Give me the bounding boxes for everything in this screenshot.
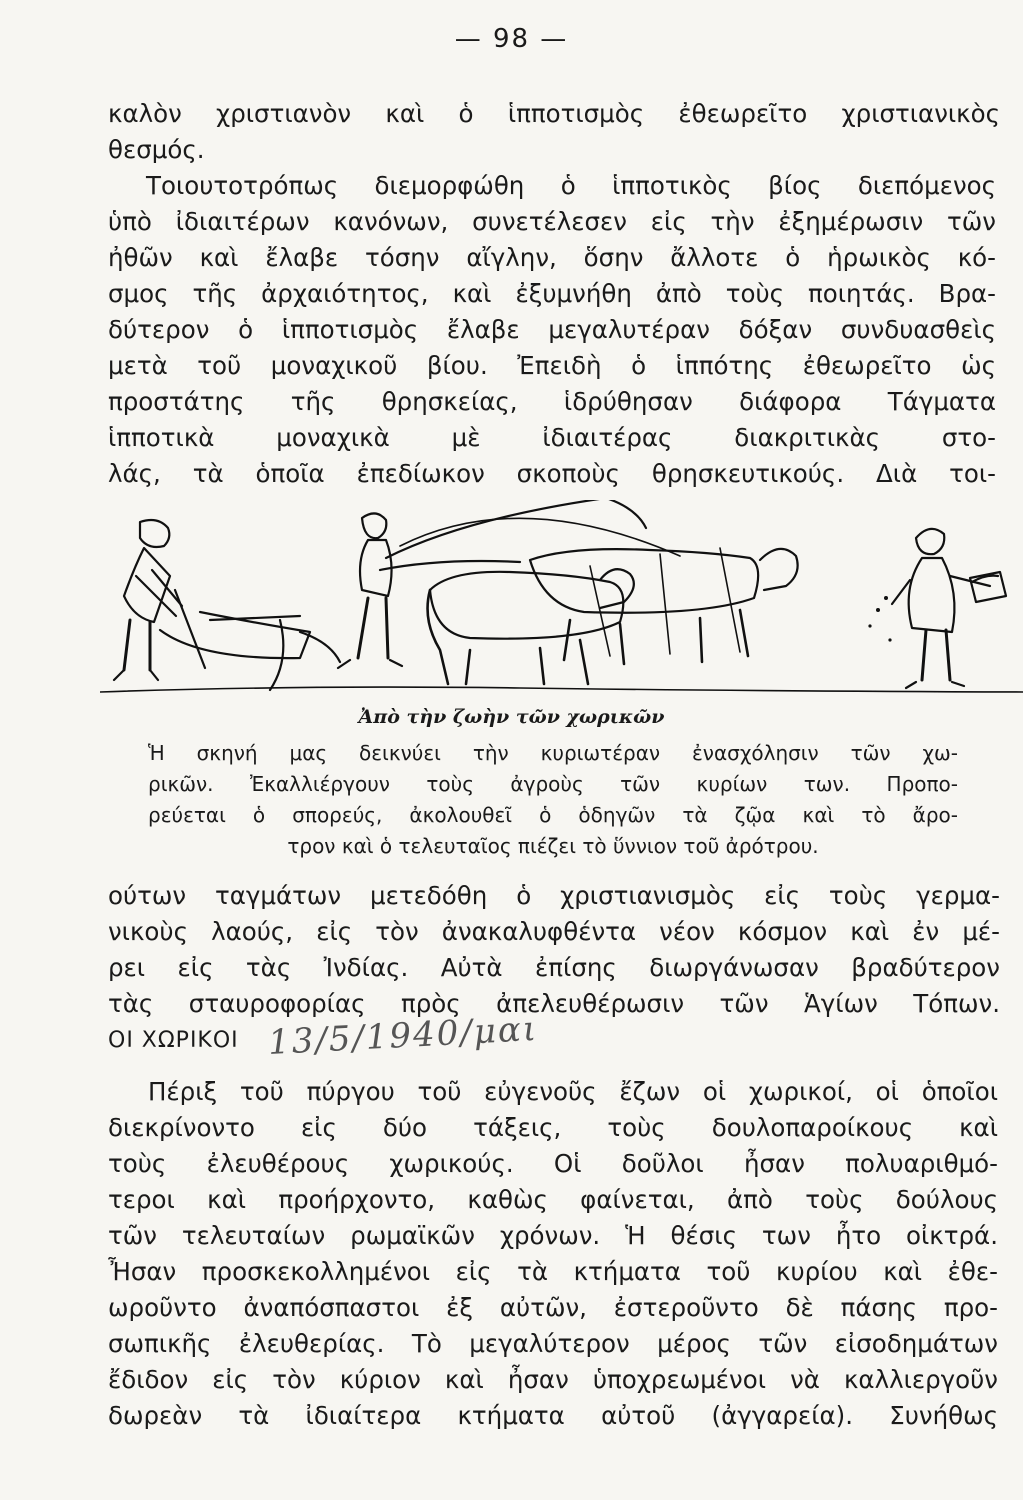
text-line: σωπικῆς ἐλευθερίας. Τὸ μεγαλύτερον μέρος τῶν εἰσοδημάτων — [108, 1329, 998, 1358]
text-line: προστάτης τῆς θρησκείας, ἱδρύθησαν διάφορα Τάγματα — [108, 387, 996, 416]
text-line: ούτων ταγμάτων μετεδόθη ὁ χριστιανισμὸς εἰς τοὺς γερμα- — [108, 881, 1000, 910]
caption-line: ρεύεται ὁ σπορεύς, ἀκολουθεῖ ὁ ὁδηγῶν τὰ ζῷα καὶ τὸ ἄρο- — [148, 803, 958, 827]
page-number: — 98 — — [454, 24, 569, 54]
text-line: μετὰ τοῦ μοναχικοῦ βίου. Ἐπειδὴ ὁ ἱππότης ἐθεωρεῖτο ὡς — [108, 351, 996, 380]
text-line: διεκρίνοντο εἰς δύο τάξεις, τοὺς δουλοπαροίκους καὶ — [108, 1113, 998, 1142]
handwritten-date-note: 13/5/1940/μαι — [267, 1008, 540, 1064]
ploughing-scene-drawing — [100, 500, 1023, 705]
figure-title: Ἀπὸ τὴν ζωὴν τῶν χωρικῶν — [358, 706, 665, 728]
ploughing-illustration — [100, 500, 1023, 705]
caption-line: Ἡ σκηνή μας δεικνύει τὴν κυριωτέραν ἐνασχόλησιν τῶν χω- — [148, 741, 958, 765]
caption-line: ρικῶν. Ἐκαλλιέργουν τοὺς ἀγροὺς τῶν κυρίων των. Προπο- — [148, 772, 958, 796]
text-line: τῶν τελευταίων ρωμαϊκῶν χρόνων. Ἡ θέσις των ἦτο οἰκτρά. — [108, 1221, 998, 1250]
paragraph-3 — [108, 878, 1000, 1022]
text-line: Ἦσαν προσκεκολλημένοι εἰς τὰ κτήματα τοῦ κυρίου καὶ ἐθε- — [108, 1257, 998, 1286]
section-heading: ΟΙ ΧΩΡΙΚΟΙ — [108, 1028, 239, 1053]
text-line: Τοιουτοτρόπως διεμορφώθη ὁ ἱπποτικὸς βίος διεπόμενος — [146, 171, 996, 200]
paragraph-4 — [108, 1074, 998, 1434]
text-line: ὑπὸ ἰδιαιτέρων κανόνων, συνετέλεσεν εἰς τὴν ἐξημέρωσιν τῶν — [108, 207, 996, 236]
text-line: ἱπποτικὰ μοναχικὰ μὲ ἰδιαιτέρας διακριτικὰς στο- — [108, 423, 996, 452]
text-line: τοὺς ἐλευθέρους χωρικούς. Οἱ δοῦλοι ἦσαν πολυαριθμό- — [108, 1149, 998, 1178]
text-line: καλὸν χριστιανὸν καὶ ὁ ἱπποτισμὸς ἐθεωρεῖτο χριστιανικὸς — [108, 99, 1000, 128]
text-line: ἔδιδον εἰς τὸν κύριον καὶ ἦσαν ὑποχρεωμένοι νὰ καλλιεργοῦν — [108, 1365, 998, 1394]
text-line: σμος τῆς ἀρχαιότητος, καὶ ἐξυμνήθη ἀπὸ τοὺς ποιητάς. Βρα- — [108, 279, 996, 308]
caption-line: τρον καὶ ὁ τελευταῖος πιέζει τὸ ὕννιον τοῦ ἀρότρου. — [287, 834, 819, 858]
text-line: ἠθῶν καὶ ἔλαβε τόσην αἴγλην, ὅσην ἄλλοτε ὁ ἡρωικὸς κό- — [108, 243, 996, 272]
text-line: νικοὺς λαούς, εἰς τὸν ἀνακαλυφθέντα νέον κόσμον καὶ ἐν μέ- — [108, 917, 1000, 946]
text-line: δωρεὰν τὰ ἰδιαίτερα κτήματα αὐτοῦ (ἀγγαρεία). Συνήθως — [108, 1401, 998, 1430]
paragraph-2 — [108, 168, 996, 492]
text-line: δύτερον ὁ ἱπποτισμὸς ἔλαβε μεγαλυτέραν δόξαν συνδυασθεὶς — [108, 315, 996, 344]
text-line: ωροῦντο ἀναπόσπαστοι ἐξ αὐτῶν, ἐστεροῦντο δὲ πάσης προ- — [108, 1293, 998, 1322]
text-line: θεσμός. — [108, 135, 205, 164]
paragraph-1 — [108, 96, 1000, 168]
text-line: Πέριξ τοῦ πύργου τοῦ εὐγενοῦς ἔζων οἱ χωρικοί, οἱ ὁποῖοι — [148, 1077, 998, 1106]
figure-caption — [148, 738, 958, 862]
text-line: ρει εἰς τὰς Ἰνδίας. Αὐτὰ ἐπίσης διωργάνωσαν βραδύτερον — [108, 953, 1000, 982]
text-line: τεροι καὶ προήρχοντο, καθὼς φαίνεται, ἀπὸ τοὺς δούλους — [108, 1185, 998, 1214]
text-line: τὰς σταυροφορίας πρὸς ἀπελευθέρωσιν τῶν Ἁγίων Τόπων. — [108, 989, 1000, 1018]
text-line: λάς, τὰ ὁποῖα ἐπεδίωκον σκοποὺς θρησκευτικούς. Διὰ τοι- — [108, 459, 996, 488]
